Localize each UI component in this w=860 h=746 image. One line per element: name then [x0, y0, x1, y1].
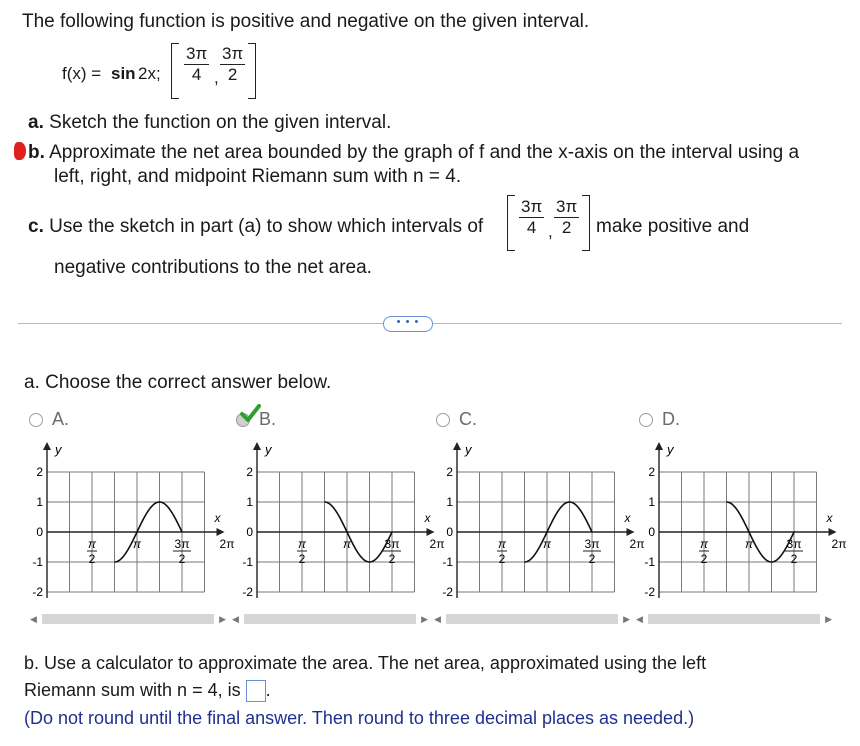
part-c-line2: negative contributions to the net area. — [54, 257, 372, 278]
y-tick-label: 2 — [446, 465, 453, 479]
x-tick-three-pi-half-num: 3π — [174, 537, 190, 551]
scroll-left-icon[interactable]: ◀ — [232, 614, 239, 624]
scroll-right-icon[interactable]: ▶ — [219, 614, 226, 624]
x-axis-arrow-icon — [427, 528, 435, 536]
y-tick-label: -2 — [442, 585, 453, 599]
c-interval-left-den: 4 — [526, 218, 537, 237]
interval-right-den: 2 — [227, 65, 238, 84]
scroll-track[interactable] — [648, 614, 820, 624]
y-tick-label: 1 — [446, 495, 453, 509]
x-axis-label: x — [424, 511, 431, 525]
interval-right-bracket — [248, 43, 256, 99]
part-c-letter: c. — [28, 216, 44, 237]
y-axis-label: y — [265, 442, 272, 457]
scrollbar-option-a[interactable] — [30, 612, 226, 626]
scroll-right-icon[interactable]: ▶ — [825, 614, 832, 624]
x-tick-three-pi-half-num: 3π — [584, 537, 600, 551]
x-tick-three-pi-half-num: 3π — [384, 537, 400, 551]
option-d-radio[interactable] — [639, 413, 653, 427]
c-interval-left-num: 3π — [521, 197, 543, 216]
graph-option-b[interactable] — [238, 438, 445, 608]
x-tick-three-pi-half-den: 2 — [178, 552, 186, 566]
scroll-left-icon[interactable]: ◀ — [434, 614, 441, 624]
x-axis-arrow-icon — [829, 528, 837, 536]
x-tick-pi: π — [542, 537, 552, 551]
y-tick-label: 0 — [36, 525, 43, 539]
y-tick-label: 1 — [648, 495, 655, 509]
scroll-left-icon[interactable]: ◀ — [30, 614, 37, 624]
y-axis-arrow-icon — [655, 442, 663, 450]
scroll-track[interactable] — [42, 614, 214, 624]
x-tick-pi-half-num: π — [699, 537, 709, 551]
x-tick-pi-half-num: π — [497, 537, 507, 551]
x-tick-pi-half-num: π — [87, 537, 97, 551]
y-tick-label: -2 — [32, 585, 43, 599]
option-c-radio[interactable] — [436, 413, 450, 427]
scroll-track[interactable] — [446, 614, 618, 624]
highlight-mark — [14, 142, 26, 160]
c-interval-left-bracket — [507, 195, 515, 251]
x-axis-label: x — [624, 511, 631, 525]
function-arg: 2x; — [138, 64, 161, 83]
part-a-letter: a. — [28, 112, 44, 133]
part-b-text: Approximate the net area bounded by the graph of f and the x-axis on the interval using a — [49, 142, 800, 163]
x-tick-two-pi: 2π — [831, 537, 847, 551]
x-tick-pi-half-den: 2 — [498, 552, 506, 566]
y-axis-label: y — [55, 442, 62, 457]
question-b-text: Riemann sum with n = 4, is — [24, 680, 241, 700]
interval-left-den: 4 — [191, 65, 202, 84]
x-tick-three-pi-half-den: 2 — [388, 552, 396, 566]
part-b-line2: left, right, and midpoint Riemann sum with n = 4. — [54, 166, 462, 187]
y-tick-label: 1 — [36, 495, 43, 509]
c-interval-right-den: 2 — [561, 218, 572, 237]
part-c-line1 — [28, 215, 483, 239]
part-c-text1: Use the sketch in part (a) to show which intervals of — [49, 216, 484, 237]
interval-right-fraction — [220, 44, 245, 85]
part-a-text: Sketch the function on the given interval. — [49, 112, 392, 133]
x-axis-label: x — [826, 511, 833, 525]
check-icon — [239, 402, 261, 424]
function-lhs: f(x) = — [62, 64, 102, 83]
y-tick-label: 0 — [648, 525, 655, 539]
part-b-line1 — [28, 141, 799, 165]
y-tick-label: -1 — [644, 555, 655, 569]
scroll-left-icon[interactable]: ◀ — [636, 614, 643, 624]
intro-text: The following function is positive and negative on the given interval. — [22, 11, 590, 32]
y-tick-label: 0 — [446, 525, 453, 539]
y-tick-label: -1 — [32, 555, 43, 569]
x-tick-two-pi: 2π — [629, 537, 645, 551]
expand-more-button[interactable]: • • • — [383, 316, 433, 332]
x-axis-label: x — [214, 511, 221, 525]
c-interval-right-fraction — [554, 197, 579, 238]
option-a-radio[interactable] — [29, 413, 43, 427]
option-b-label[interactable]: B. — [259, 409, 277, 429]
x-tick-three-pi-half-den: 2 — [588, 552, 596, 566]
rounding-note: (Do not round until the final answer. Then round to three decimal places as needed.) — [24, 708, 695, 728]
scroll-right-icon[interactable]: ▶ — [623, 614, 630, 624]
interval-left-fraction — [184, 44, 209, 85]
x-tick-pi-half-den: 2 — [298, 552, 306, 566]
x-tick-pi: π — [132, 537, 142, 551]
y-axis-arrow-icon — [253, 442, 261, 450]
y-axis-label: y — [667, 442, 674, 457]
x-tick-pi-half-num: π — [297, 537, 307, 551]
graph-option-a[interactable] — [28, 438, 235, 608]
question-a-prompt: a. Choose the correct answer below. — [24, 372, 332, 393]
scroll-track[interactable] — [244, 614, 416, 624]
y-tick-label: 2 — [36, 465, 43, 479]
x-axis-arrow-icon — [627, 528, 635, 536]
x-tick-two-pi: 2π — [429, 537, 445, 551]
y-tick-label: -2 — [644, 585, 655, 599]
y-axis-arrow-icon — [43, 442, 51, 450]
x-tick-three-pi-half-num: 3π — [786, 537, 802, 551]
interval-left-bracket — [171, 43, 179, 99]
y-tick-label: -2 — [242, 585, 253, 599]
scrollbar-option-b[interactable] — [232, 612, 428, 626]
question-b-line1: b. Use a calculator to approximate the area. The net area, approximated using the left — [24, 653, 707, 673]
scrollbar-option-c[interactable] — [434, 612, 630, 626]
question-b-period: . — [265, 680, 271, 700]
y-tick-label: 2 — [648, 465, 655, 479]
option-d-label[interactable]: D. — [662, 409, 680, 429]
x-tick-pi-half-den: 2 — [88, 552, 96, 566]
y-tick-label: -1 — [442, 555, 453, 569]
y-tick-label: 2 — [246, 465, 253, 479]
y-axis-label: y — [465, 442, 472, 457]
graph-option-c[interactable] — [438, 438, 645, 608]
question-b-line2 — [24, 678, 271, 702]
part-b-letter: b. — [28, 142, 45, 163]
x-tick-pi-half-den: 2 — [700, 552, 708, 566]
x-tick-three-pi-half-den: 2 — [790, 552, 798, 566]
x-axis-arrow-icon — [217, 528, 225, 536]
y-tick-label: 0 — [246, 525, 253, 539]
interval-right-num: 3π — [222, 44, 244, 63]
graph-option-d[interactable] — [640, 438, 847, 608]
part-c-text2: make positive and — [596, 216, 750, 237]
part-a — [28, 111, 391, 135]
y-tick-label: 1 — [246, 495, 253, 509]
option-a-label[interactable]: A. — [52, 409, 70, 429]
y-axis-arrow-icon — [453, 442, 461, 450]
scroll-right-icon[interactable]: ▶ — [421, 614, 428, 624]
interval-left-num: 3π — [186, 44, 208, 63]
c-interval-right-num: 3π — [556, 197, 578, 216]
y-tick-label: -1 — [242, 555, 253, 569]
option-c-label[interactable]: C. — [459, 409, 477, 429]
x-tick-pi: π — [744, 537, 754, 551]
c-interval-left-fraction — [519, 197, 544, 238]
c-interval-separator: , — [548, 222, 553, 241]
c-interval-right-bracket — [582, 195, 590, 251]
scrollbar-option-d[interactable] — [636, 612, 832, 626]
net-area-answer-input[interactable] — [246, 680, 266, 702]
x-tick-two-pi: 2π — [219, 537, 235, 551]
x-tick-pi: π — [342, 537, 352, 551]
interval-separator: , — [214, 68, 219, 87]
function-sin: sin — [111, 64, 136, 83]
